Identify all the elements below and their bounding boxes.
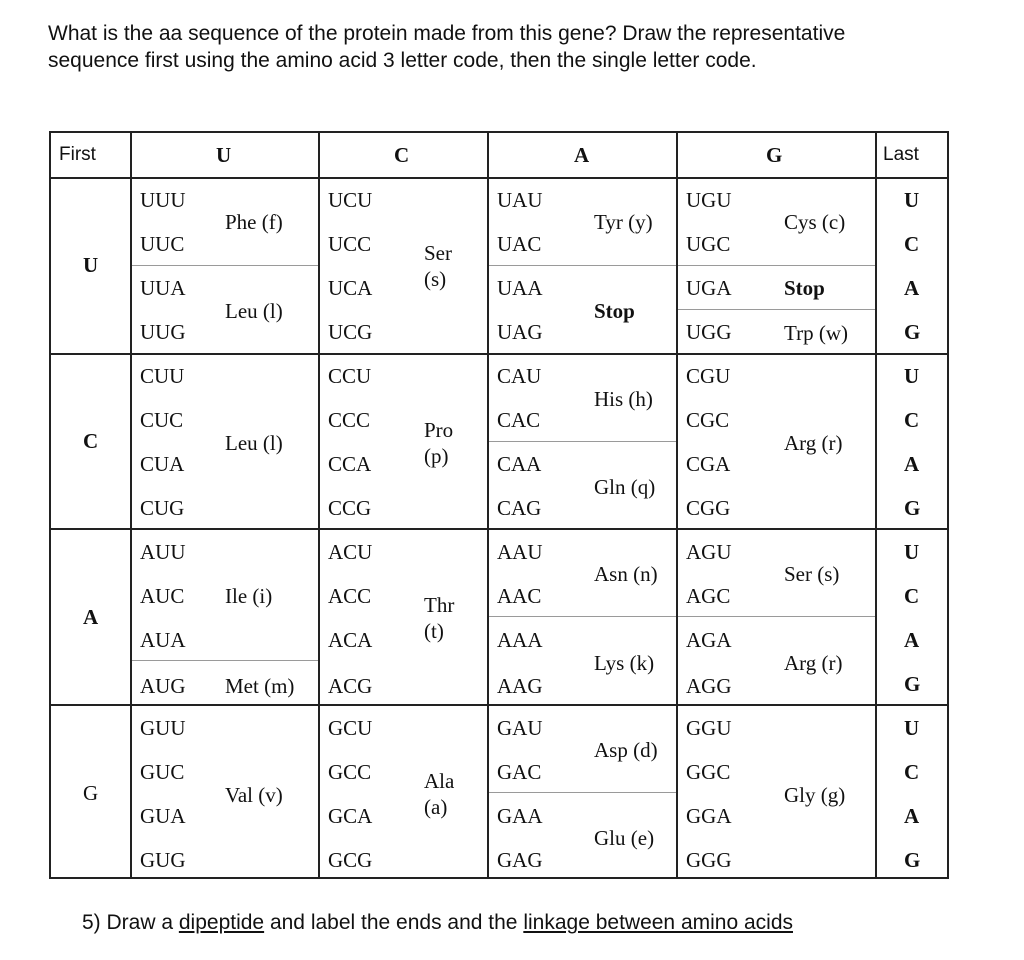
header-first: First <box>59 144 96 165</box>
row-divider-u-c <box>51 353 947 355</box>
amino-acid-val: Val (v) <box>225 783 283 807</box>
last-base: A <box>904 804 920 828</box>
codon: GGG <box>686 848 732 872</box>
amino-acid-cys: Cys (c) <box>784 210 846 234</box>
amino-acid-ser-code: (s) <box>424 267 447 291</box>
codon: CAU <box>497 364 542 388</box>
last-base: G <box>904 848 921 872</box>
last-base: U <box>904 716 920 740</box>
amino-acid-ser: Ser (s) <box>784 562 840 586</box>
codon: UAA <box>497 276 543 300</box>
stop-codon-label: Stop <box>784 276 825 300</box>
codon: GCG <box>328 848 373 872</box>
codon: GAC <box>497 760 542 784</box>
codon: CAG <box>497 496 542 520</box>
last-base: A <box>904 276 920 300</box>
term-linkage: linkage between amino acids <box>523 911 793 934</box>
codon: AAA <box>497 628 543 652</box>
codon: UGU <box>686 188 732 212</box>
codon: AUG <box>140 674 186 698</box>
amino-acid-arg: Arg (r) <box>784 431 843 455</box>
divider-a-g <box>676 133 678 877</box>
last-base: U <box>904 364 920 388</box>
codon: ACG <box>328 674 373 698</box>
divider-cys-stop <box>678 265 875 266</box>
codon: GGC <box>686 760 731 784</box>
codon: CCG <box>328 496 372 520</box>
divider-asp-glu <box>489 792 676 793</box>
codon: CGC <box>686 408 730 432</box>
codon: UUU <box>140 188 186 212</box>
codon: CUC <box>140 408 184 432</box>
codon: UGG <box>686 320 732 344</box>
codon: CCC <box>328 408 371 432</box>
codon: AGC <box>686 584 731 608</box>
last-base: G <box>904 320 921 344</box>
codon: GUA <box>140 804 186 828</box>
last-base: A <box>904 628 920 652</box>
divider-u-c <box>318 133 320 877</box>
amino-acid-ala: Ala <box>424 769 455 793</box>
amino-acid-asn: Asn (n) <box>594 562 658 586</box>
header-g: G <box>766 143 783 167</box>
codon: AUA <box>140 628 186 652</box>
row-divider-a-g <box>51 704 947 706</box>
codon: CGU <box>686 364 731 388</box>
first-base-c: C <box>83 429 99 453</box>
last-base: A <box>904 452 920 476</box>
codon: AAC <box>497 584 542 608</box>
codon: UCU <box>328 188 373 212</box>
divider-his-gln <box>489 441 676 442</box>
codon: GUC <box>140 760 185 784</box>
codon: GGA <box>686 804 732 828</box>
codon: UGA <box>686 276 732 300</box>
question-5-middle: and label the ends and the <box>264 911 524 934</box>
amino-acid-ala-code: (a) <box>424 795 448 819</box>
term-dipeptide: dipeptide <box>178 911 265 934</box>
divider-first-col <box>130 133 132 877</box>
divider-ser-arg <box>678 616 875 617</box>
codon: CAC <box>497 408 541 432</box>
codon: UAU <box>497 188 543 212</box>
amino-acid-tyr: Tyr (y) <box>594 210 653 234</box>
codon: GUG <box>140 848 186 872</box>
header-a: A <box>574 143 590 167</box>
last-base: C <box>904 584 920 608</box>
amino-acid-thr-code: (t) <box>424 619 444 643</box>
codon: ACU <box>328 540 373 564</box>
amino-acid-his: His (h) <box>594 387 653 411</box>
amino-acid-pro: Pro <box>424 418 454 442</box>
question-5 <box>82 911 793 935</box>
divider-asn-lys <box>489 616 676 617</box>
codon: GGU <box>686 716 732 740</box>
codon: CUA <box>140 452 185 476</box>
codon: AAU <box>497 540 543 564</box>
genetic-code-table <box>49 131 949 879</box>
codon: GCC <box>328 760 372 784</box>
codon: GUU <box>140 716 186 740</box>
amino-acid-ser: Ser <box>424 241 452 265</box>
amino-acid-phe: Phe (f) <box>225 210 283 234</box>
question-line-1: What is the aa sequence of the protein made from this gene? Draw the representative <box>48 22 846 45</box>
amino-acid-pro-code: (p) <box>424 444 449 468</box>
codon: UUC <box>140 232 185 256</box>
question-text <box>48 20 988 74</box>
amino-acid-glu: Glu (e) <box>594 826 655 850</box>
codon: UCC <box>328 232 372 256</box>
codon: UAG <box>497 320 543 344</box>
codon: UCA <box>328 276 373 300</box>
divider-tyr-stop <box>489 265 676 266</box>
last-base: U <box>904 188 920 212</box>
codon: CGG <box>686 496 731 520</box>
codon: AUC <box>140 584 185 608</box>
amino-acid-met: Met (m) <box>225 674 295 698</box>
last-base: U <box>904 540 920 564</box>
first-base-a: A <box>83 605 99 629</box>
amino-acid-gly: Gly (g) <box>784 783 846 807</box>
codon: UUA <box>140 276 186 300</box>
last-base: C <box>904 232 920 256</box>
codon: UAC <box>497 232 542 256</box>
amino-acid-trp: Trp (w) <box>784 321 848 345</box>
header-last: Last <box>883 144 919 165</box>
codon: CCU <box>328 364 372 388</box>
codon: ACA <box>328 628 373 652</box>
codon: GCA <box>328 804 373 828</box>
divider-last-col <box>875 133 877 877</box>
codon: UGC <box>686 232 731 256</box>
codon: CUU <box>140 364 185 388</box>
amino-acid-lys: Lys (k) <box>594 651 655 675</box>
header-c: C <box>394 143 410 167</box>
codon: UCG <box>328 320 373 344</box>
last-base: G <box>904 496 921 520</box>
codon: AGA <box>686 628 732 652</box>
codon: GAG <box>497 848 543 872</box>
divider-c-a <box>487 133 489 877</box>
amino-acid-thr: Thr <box>424 593 455 617</box>
first-base-g: G <box>83 781 99 805</box>
codon: CAA <box>497 452 542 476</box>
codon: GAU <box>497 716 543 740</box>
codon: GAA <box>497 804 543 828</box>
codon: CGA <box>686 452 731 476</box>
first-base-u: U <box>83 253 99 277</box>
codon: CCA <box>328 452 372 476</box>
codon: ACC <box>328 584 372 608</box>
question-5-prefix: 5) Draw a <box>82 911 179 934</box>
last-base: G <box>904 672 921 696</box>
divider-ile-met <box>132 660 318 661</box>
codon: AGG <box>686 674 732 698</box>
stop-codon-label: Stop <box>594 299 635 323</box>
amino-acid-arg: Arg (r) <box>784 651 843 675</box>
codon: CUG <box>140 496 185 520</box>
codon: AUU <box>140 540 186 564</box>
codon: GCU <box>328 716 373 740</box>
amino-acid-leu: Leu (l) <box>225 431 283 455</box>
divider-phe-leu <box>132 265 318 266</box>
divider-stop-trp <box>678 309 875 310</box>
amino-acid-asp: Asp (d) <box>594 738 658 762</box>
codon: UUG <box>140 320 186 344</box>
last-base: C <box>904 760 920 784</box>
amino-acid-ile: Ile (i) <box>225 584 273 608</box>
question-line-2: sequence first using the amino acid 3 letter code, then the single letter code. <box>48 49 757 72</box>
amino-acid-gln: Gln (q) <box>594 475 656 499</box>
codon: AGU <box>686 540 732 564</box>
codon: AAG <box>497 674 543 698</box>
header-divider <box>51 177 947 179</box>
row-divider-c-a <box>51 528 947 530</box>
header-u: U <box>216 143 232 167</box>
last-base: C <box>904 408 920 432</box>
amino-acid-leu: Leu (l) <box>225 299 283 323</box>
